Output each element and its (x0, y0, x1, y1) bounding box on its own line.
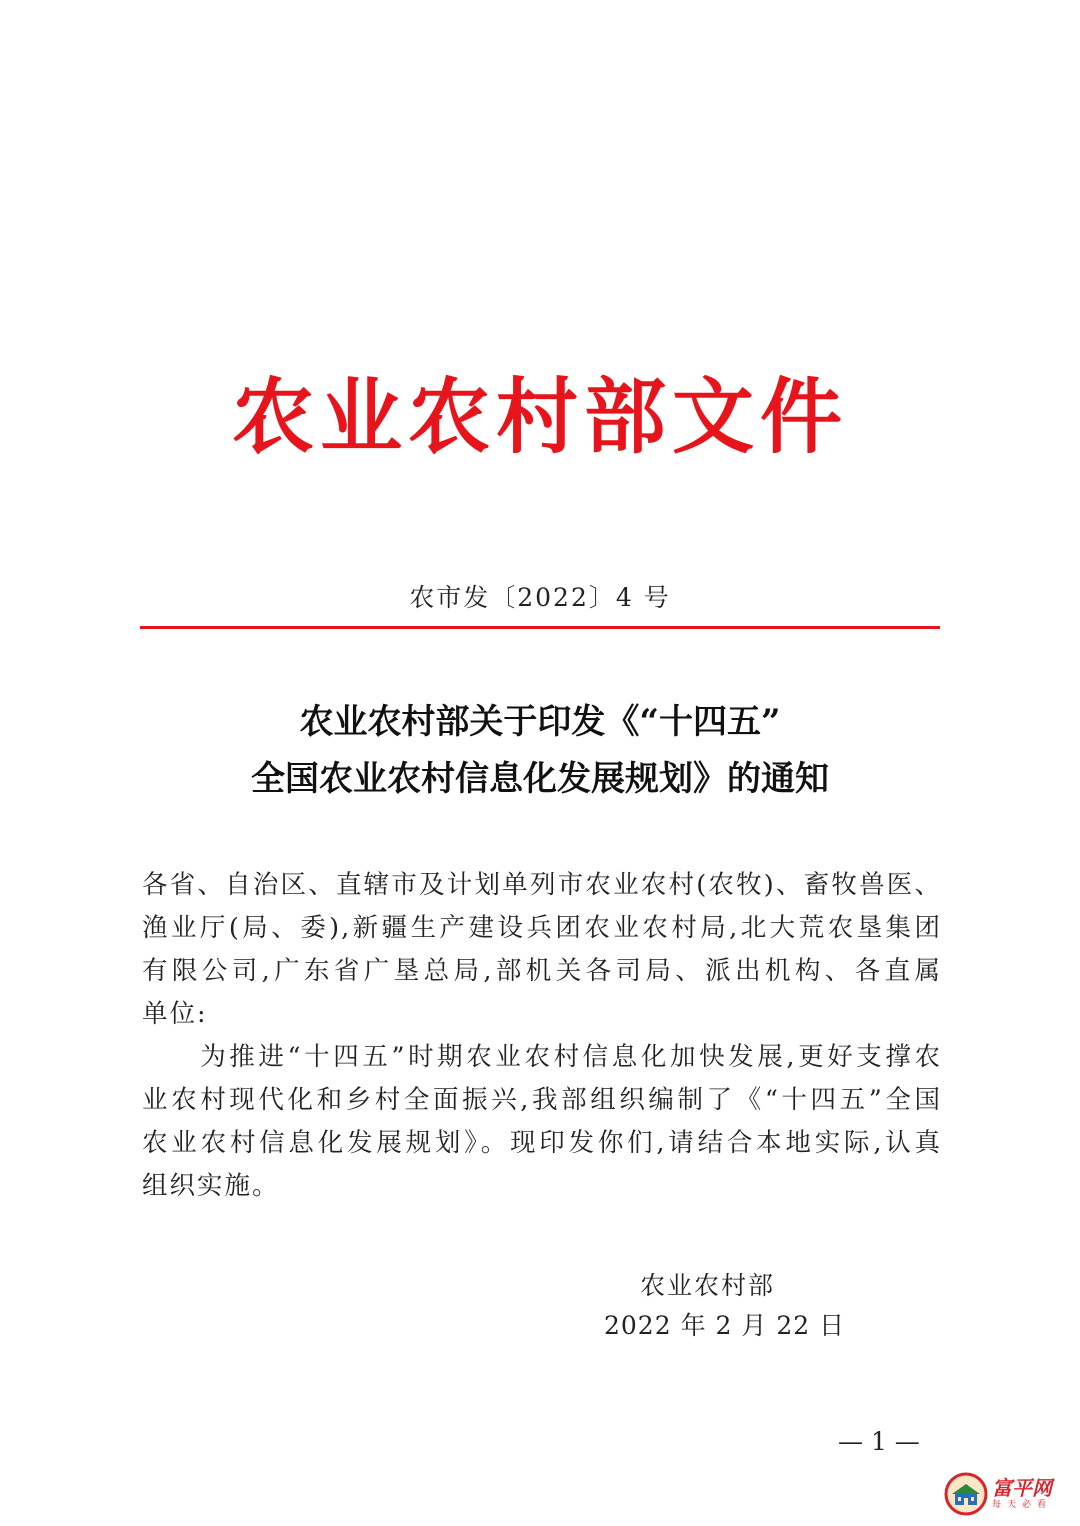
body-line: 业农村现代化和乡村全面振兴,我部组织编制了《“十四五”全国 (142, 1085, 942, 1115)
document-number: 农市发〔2022〕4 号 (409, 583, 671, 612)
masthead-title: 农业农村部文件 (231, 369, 848, 465)
watermark-slogan: 每天必看 (992, 1500, 1053, 1510)
issuer-signature: 农业农村部 (640, 1271, 776, 1300)
body-line: 为推进“十四五”时期农业农村信息化加快发展,更好支撑农 (142, 1042, 942, 1072)
issue-date: 2022 年 2 月 22 日 (604, 1311, 846, 1340)
body-line: 有限公司,广东省广垦总局,部机关各司局、派出机构、各直属 (142, 956, 942, 986)
body-line: 组织实施。 (142, 1171, 280, 1201)
notice-body (142, 864, 942, 1208)
notice-title-line-1: 农业农村部关于印发《“十四五” (299, 702, 781, 742)
building-emblem-icon (944, 1472, 988, 1516)
red-divider-rule (140, 626, 940, 629)
body-line: 农业农村信息化发展规划》。现印发你们,请结合本地实际,认真 (142, 1128, 942, 1158)
watermark-site-name: 富平网 (992, 1476, 1052, 1500)
page-number: — 1 — (838, 1427, 920, 1456)
notice-title-line-2: 全国农业农村信息化发展规划》的通知 (251, 759, 829, 799)
notice-title (0, 694, 1080, 808)
body-line: 单位: (142, 999, 208, 1029)
site-watermark (944, 1470, 1064, 1518)
body-line: 渔业厅(局、委),新疆生产建设兵团农业农村局,北大荒农垦集团 (142, 913, 942, 943)
body-line: 各省、自治区、直辖市及计划单列市农业农村(农牧)、畜牧兽医、 (142, 870, 942, 900)
